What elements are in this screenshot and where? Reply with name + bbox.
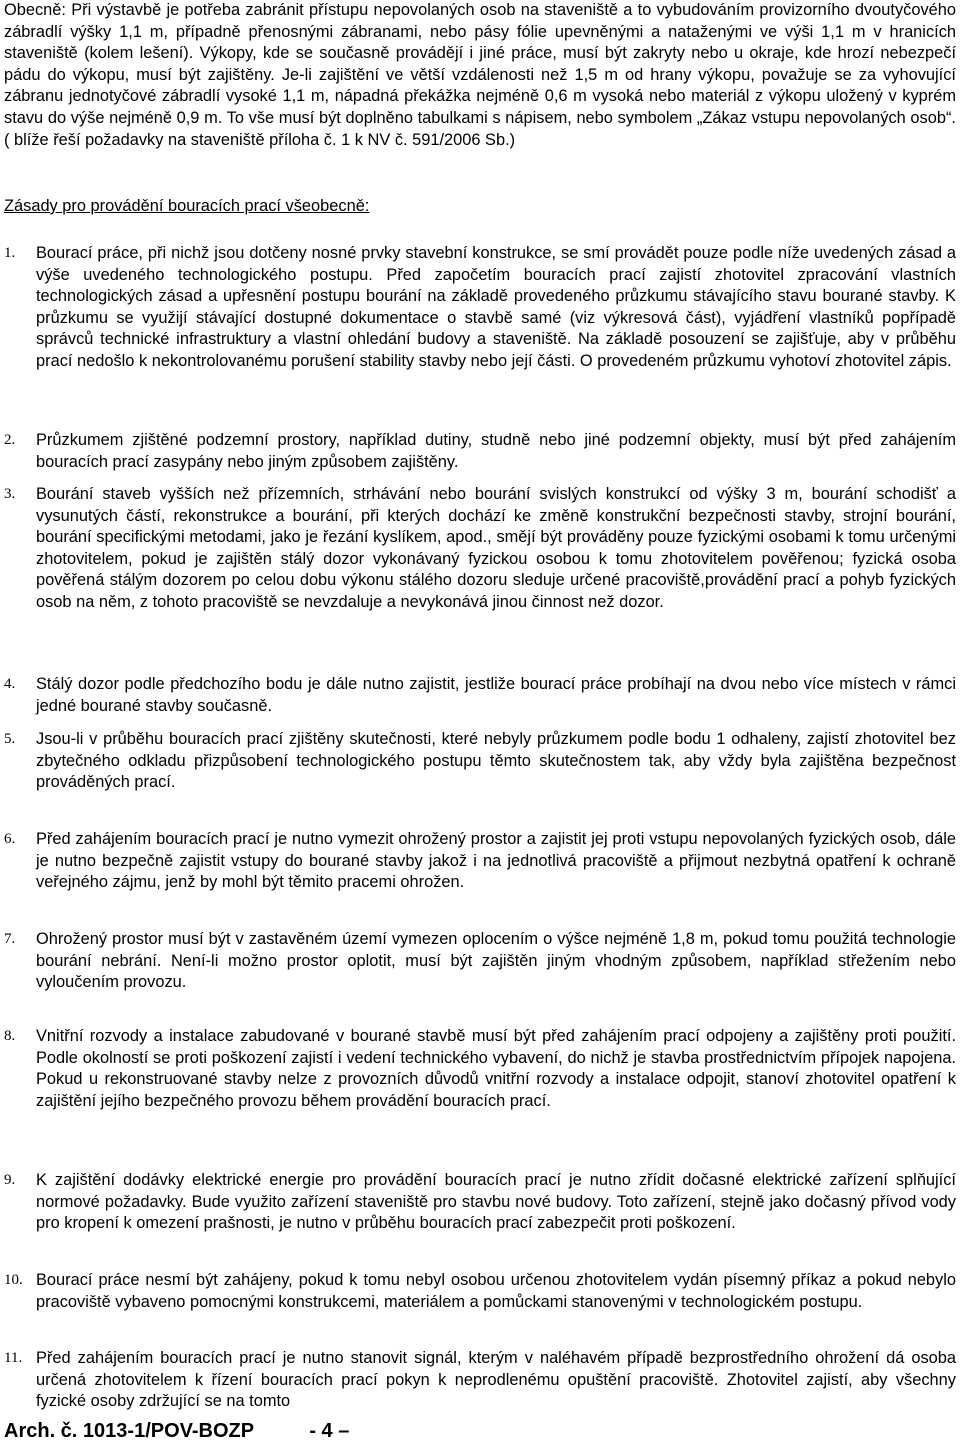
intro-paragraph: Obecně: Při výstavbě je potřeba zabránit přístupu nepovolaných osob na staveniště a to vybudováním provizorního dvoutyčového zábradlí výšky 1,1 m, případně přenosnými zábranami, nebo pásy fólie upevněnými a nataženými ve výši 1,1 m v hranicích staveniště (kolem lešení). Výkopy, kde se současně provádějí i jiné práce, musí být zakryty nebo u okraje, kde hrozí nebezpečí pádu do výkopu, musí být zajištěny. Je-li zajištění ve větší vzdálenosti než 1,5 m od hrany výkopu, považuje se za vyhovující zábranu jednotyčové zábradlí vysoké 1,1 m, nápadná překážka nejméně 0,6 m vysoká nebo materiál z výkopu uložený v kyprém stavu do výše nejméně 0,9 m. To vše musí být doplněno tabulkami s nápisem, nebo symbolem „Zákaz vstupu nepovolaných osob“. ( blíže řeší požadavky na staveniště příloha č. 1 k NV č. 591/2006 Sb.) [4, 1, 956, 149]
list-text: Před zahájením bouracích prací je nutno stanovit signál, kterým v naléhavém případě bezprostředního ohrožení dá osoba určená zhotovitelem k řízení bouracích prací pokyn k neprodlenému opuštění pracoviště. Zhotovitel zajistí, aby všechny fyzické osoby zdržující se na tomto [36, 1349, 956, 1411]
list-text: Stálý dozor podle předchozího bodu je dále nutno zajistit, jestliže bourací práce probíhají na dvou nebo více místech v rámci jedné bourané stavby současně. [36, 675, 956, 715]
list-number: 3. [4, 486, 16, 502]
list-number: 11. [4, 1350, 23, 1366]
list-text: Jsou-li v průběhu bouracích prací zjištěny skutečnosti, které nebyly průzkumem podle bodu 1 odhaleny, zajistí zhotovitel bez zbytečného odkladu přizpůsobení technologického postupu těmto skutečnostem tak, aby vždy byla zajištěna bezpečnost prováděných prací. [36, 730, 956, 792]
list-number: 2. [4, 432, 16, 448]
section-heading: Zásady pro provádění bouracích prací všeobecně: [4, 197, 370, 215]
list-text: Před zahájením bouracích prací je nutno vymezit ohrožený prostor a zajistit jej proti vstupu nepovolaných fyzických osob, dále je nutno bezpečně zajistit vstupy do bourané stavby jakož i na jednotlivá pracoviště a přijmout nezbytná opatření k ochraně veřejného zájmu, jenž by mohl být těmito pracemi ohrožen. [36, 830, 956, 892]
list-text: Vnitřní rozvody a instalace zabudované v bourané stavbě musí být před zahájením prací odpojeny a zajištěny proti použití. Podle okolností se proti poškození zajistí i vedení technického vybavení, do nichž je stavba prostřednictvím přípojek napojena. Pokud u rekonstruované stavby nelze z provozních důvodů vnitřní rozvody a instalace odpojit, stanoví zhotovitel opatření k zajištění jejího bezpečného provozu během provádění bouracích prací. [36, 1027, 956, 1110]
list-text: Bourací práce nesmí být zahájeny, pokud k tomu nebyl osobou určenou zhotovitelem vydán písemný příkaz a pokud nebylo pracoviště vybaveno pomocnými konstrukcemi, materiálem a pomůckami stanovenými v technologickém postupu. [36, 1271, 956, 1311]
list-text: K zajištění dodávky elektrické energie pro provádění bouracích prací je nutno zřídit dočasné elektrické zařízení splňující normové požadavky. Bude využito zařízení staveniště pro stavbu nové budovy. Toto zařízení, stejně jako dočasný přívod vody pro kropení k omezení prašnosti, je nutno v průběhu bouracích prací zabezpečit proti poškození. [36, 1171, 956, 1233]
list-text: Ohrožený prostor musí být v zastavěném území vymezen oplocením o výšce nejméně 1,8 m, pokud tomu použitá technologie bourání nebrání. Není-li možno prostor oplotit, musí být zajištěn jiným vhodným způsobem, například střežením nebo vyloučením provozu. [36, 930, 956, 992]
list-number: 9. [4, 1172, 16, 1188]
list-number: 8. [4, 1028, 16, 1044]
list-number: 4. [4, 676, 16, 692]
list-text: Bourací práce, při nichž jsou dotčeny nosné prvky stavební konstrukce, se smí provádět pouze podle níže uvedených zásad a výše uvedeného technologického postupu. Před započetím bouracích prací zajistí zhotovitel zpracování vlastních technologických zásad a upřesnění postupu bourání na základě provedeného průzkumu stávajícího stavu bourané stavby. K průzkumu se využijí stávající dostupné dokumentace o stavbě samé (viz výkresová část), vyjádření vlastníků popřípadě správců technické infrastruktury a vlastní ohledání budovy a staveniště. Na základě posouzení se zajišťuje, aby v průběhu prací nedošlo k nekontrolovanému porušení stability stavby nebo její části. O provedeném průzkumu vyhotoví zhotovitel zápis. [36, 244, 956, 370]
list-number: 10. [4, 1272, 23, 1288]
page-number: - 4 – [309, 1420, 350, 1442]
document-number: Arch. č. 1013-1/POV-BOZP [4, 1420, 254, 1442]
list-number: 1. [4, 245, 16, 261]
list-number: 7. [4, 931, 16, 947]
list-number: 5. [4, 731, 16, 747]
page-footer [4, 1417, 349, 1445]
list-number: 6. [4, 831, 16, 847]
list-text: Bourání staveb vyšších než přízemních, strhávání nebo bourání svislých konstrukcí od výšky 3 m, bourání schodišť a vysunutých částí, rekonstrukce a bourání, při kterých dochází ke změně konstrukční bezpečnosti stavby, strojní bourání, bourání specifickými metodami, jako je řezání kyslíkem, apod., smějí být prováděny pouze fyzickými osobami k tomu určenými zhotovitelem, pokud je zajištěn stálý dozor vykonávaný fyzickou osobou k tomu zhotovitelem pověřenou; fyzická osoba pověřená stálým dozorem po celou dobu výkonu stálého dozoru sleduje určené pracoviště,provádění prací a pohyb fyzických osob na něm, z tohoto pracoviště se nevzdaluje a nevykonává jinou činnost než dozor. [36, 485, 956, 611]
list-text: Průzkumem zjištěné podzemní prostory, například dutiny, studně nebo jiné podzemní objekty, musí být před zahájením bouracích prací zasypány nebo jiným způsobem zajištěny. [36, 431, 956, 471]
